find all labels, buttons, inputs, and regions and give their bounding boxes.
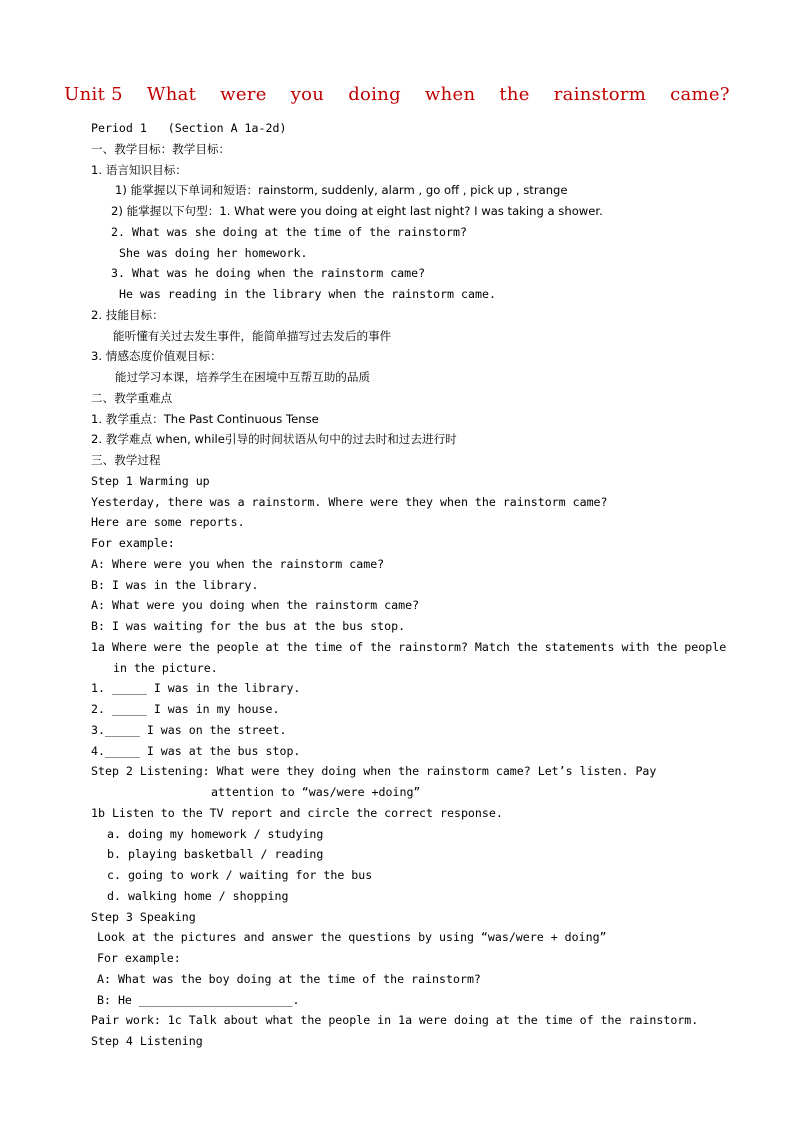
title-word: doing bbox=[348, 84, 401, 105]
text-line: 能听懂有关过去发生事件，能简单描写过去发后的事件 bbox=[113, 328, 392, 343]
title-word: Unit 5 bbox=[64, 84, 123, 105]
text-line: B: I was in the library. bbox=[91, 577, 259, 592]
title-word: were bbox=[220, 84, 267, 105]
text-line: She was doing her homework. bbox=[119, 245, 308, 260]
text-line: 1b Listen to the TV report and circle the correct response. bbox=[91, 805, 503, 820]
title-word: came? bbox=[670, 84, 730, 105]
title-word: you bbox=[290, 84, 325, 105]
text-line: 二、教学重难点 bbox=[91, 390, 173, 405]
text-line: c. going to work / waiting for the bus bbox=[107, 868, 373, 882]
text-line: Pair work: 1c Talk about what the people in 1a were doing at the time of the rainstorm. bbox=[91, 1013, 699, 1028]
text-line: 1. 教学重点：The Past Continuous Tense bbox=[91, 411, 319, 426]
text-line: 1) 能掌握以下单词和短语：rainstorm, suddenly, alarm , go off , pick up , strange bbox=[115, 183, 568, 198]
text-line: Here are some reports. bbox=[91, 515, 245, 530]
text-line: Step 3 Speaking bbox=[91, 909, 196, 924]
text-line: 2. 技能目标： bbox=[91, 307, 164, 322]
text-line: Step 4 Listening bbox=[91, 1034, 203, 1048]
text-line: 1. _____ I was in the library. bbox=[91, 681, 301, 696]
title-word: the bbox=[499, 84, 530, 105]
text-line: 4._____ I was at the bus stop. bbox=[91, 743, 301, 758]
text-line: attention to “was/were +doing” bbox=[211, 785, 421, 799]
text-line: 三、教学过程 bbox=[91, 453, 161, 467]
text-line: 3. 情感态度价值观目标： bbox=[91, 349, 222, 364]
text-line: Step 2 Listening: What were they doing when the rainstorm came? Let’s listen. Pay bbox=[91, 764, 657, 779]
title-word: when bbox=[424, 84, 476, 105]
text-line: Look at the pictures and answer the questions by using “was/were + doing” bbox=[97, 930, 607, 945]
text-line: in the picture. bbox=[113, 660, 218, 675]
title-word: What bbox=[146, 84, 197, 105]
text-line: Yesterday, there was a rainstorm. Where were they when the rainstorm came? bbox=[91, 494, 608, 509]
text-line: Period 1 (Section A 1a-2d) bbox=[91, 121, 287, 135]
text-line: b. playing basketball / reading bbox=[107, 847, 324, 862]
text-line: 2) 能掌握以下句型：1. What were you doing at eight last night? I was taking a shower. bbox=[111, 204, 603, 218]
text-line: 2. _____ I was in my house. bbox=[91, 702, 280, 716]
text-line: For example: bbox=[97, 951, 181, 965]
text-line: d. walking home / shopping bbox=[107, 888, 289, 903]
text-line: a. doing my homework / studying bbox=[107, 826, 324, 841]
text-line: 一、教学目标：教学目标： bbox=[91, 141, 231, 156]
text-line: A: What were you doing when the rainstorm came? bbox=[91, 598, 420, 613]
text-line: 2. What was she doing at the time of the rainstorm? bbox=[111, 224, 467, 239]
document-title bbox=[0, 84, 794, 105]
text-line: A: Where were you when the rainstorm came? bbox=[91, 556, 385, 571]
text-line: 1a Where were the people at the time of the rainstorm? Match the statements with the people bbox=[91, 639, 727, 654]
text-line: A: What was the boy doing at the time of the rainstorm? bbox=[97, 971, 481, 986]
text-line: Step 1 Warming up bbox=[91, 473, 210, 488]
title-word: rainstorm bbox=[553, 84, 647, 105]
text-line: 3._____ I was on the street. bbox=[91, 722, 287, 737]
document-body bbox=[91, 118, 731, 1052]
text-line: He was reading in the library when the rainstorm came. bbox=[119, 287, 496, 301]
text-line: 2. 教学难点 when, while引导的时间状语从句中的过去时和过去进行时 bbox=[91, 432, 457, 447]
text-line: 3. What was he doing when the rainstorm came? bbox=[111, 266, 426, 281]
text-line: 能过学习本课，培养学生在困境中互帮互助的品质 bbox=[115, 370, 371, 384]
text-line: B: He ______________________. bbox=[97, 992, 300, 1007]
text-line: 1. 语言知识目标： bbox=[91, 162, 187, 177]
text-line: For example: bbox=[91, 536, 175, 550]
text-line: B: I was waiting for the bus at the bus stop. bbox=[91, 619, 406, 633]
